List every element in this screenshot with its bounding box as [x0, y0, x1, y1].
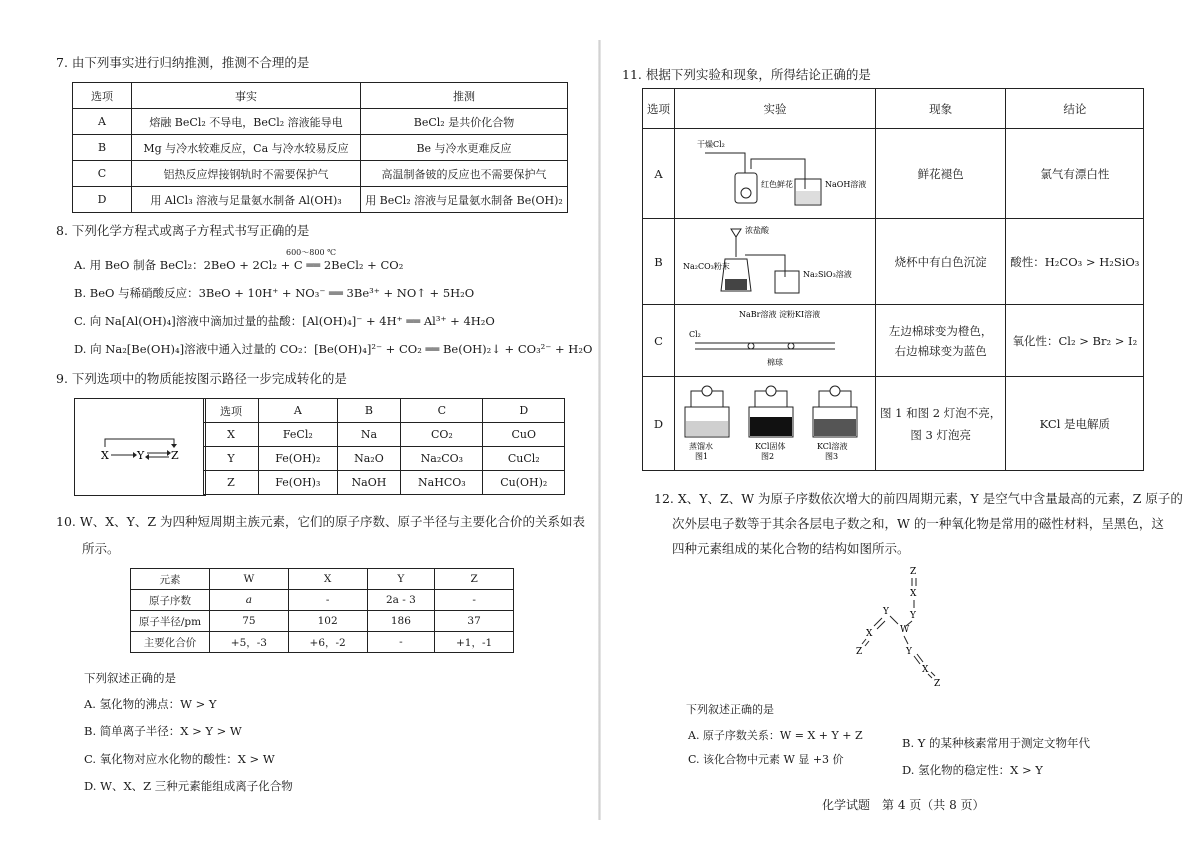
apparatus-label: 红色鲜花 [761, 180, 793, 189]
apparatus-label: 蒸馏水 [689, 442, 713, 451]
atom-y: Y [883, 607, 889, 617]
q11-apparatus-d [675, 377, 876, 471]
q11-stem: 11. 根据下列实验和现象，所得结论正确的是 [622, 67, 871, 82]
q7-table [72, 82, 568, 213]
circuit-3 [813, 386, 857, 437]
q8-option-d: D. 向 Na₂[Be(OH)₄]溶液中通入过量的 CO₂：[Be(OH)₄]²⁻ + CO₂ ══ Be(OH)₂↓ + CO₃²⁻ + H₂O [74, 342, 593, 356]
q10-header: W [210, 569, 289, 590]
q7-header: 推测 [361, 83, 568, 109]
apparatus-label: NaBr溶液 [739, 310, 777, 319]
apparatus-label: Cl₂ [689, 330, 701, 339]
apparatus-label: 干燥Cl₂ [697, 140, 725, 149]
apparatus-c-diagram [675, 305, 875, 373]
table-row [204, 471, 565, 495]
circuit-1 [685, 386, 729, 437]
q9-cell: NaOH [337, 471, 401, 495]
q8-reaction-condition: 600～800 ℃ [286, 248, 337, 257]
q12-option-c: C. 该化合物中元素 W 显 +3 价 [688, 753, 844, 766]
bond-icon [931, 672, 935, 676]
q9-arrow-diagram [75, 399, 205, 495]
right-page [600, 0, 1200, 849]
bond-icon [904, 636, 908, 644]
table-row [204, 447, 565, 471]
table-row [643, 129, 1144, 219]
q11-table [642, 88, 1144, 471]
cotton-ball-icon [788, 343, 794, 349]
q11-phenomenon-line: 左边棉球变为橙色， [888, 323, 993, 338]
atom-z: Z [934, 679, 941, 688]
table-row [73, 161, 568, 187]
q7-cell: A [73, 109, 132, 135]
q11-phenomenon [876, 305, 1006, 377]
q11-option: A [643, 129, 675, 219]
q11-option: B [643, 219, 675, 305]
q9-table [203, 398, 565, 495]
q9-cell: NaHCO₃ [401, 471, 483, 495]
q11-apparatus-b [675, 219, 876, 305]
apparatus-label: 图3 [825, 452, 839, 461]
q10-cell: - [288, 590, 367, 611]
bond-icon [890, 616, 898, 624]
q7-cell: Mg 与冷水较难反应，Ca 与冷水较易反应 [132, 135, 361, 161]
q11-conclusion: 氯气有漂白性 [1006, 129, 1144, 219]
q10-cell: - [367, 632, 435, 653]
q11-header: 结论 [1006, 89, 1144, 129]
q10-option-d: D. W、X、Z 三种元素能组成离子化合物 [84, 779, 293, 793]
q9-cell: CuO [483, 423, 565, 447]
q10-header: Y [367, 569, 435, 590]
q9-node-x: X [101, 449, 109, 462]
q9-header: B [337, 399, 401, 423]
apparatus-b-diagram [675, 219, 875, 301]
bulb-icon [830, 386, 840, 396]
table-row [643, 219, 1144, 305]
q10-stem-line1: 10. W、X、Y、Z 为四种短周期主族元素，它们的原子序数、原子半径与主要化合价的关系如表 [56, 514, 586, 529]
atom-y: Y [910, 611, 916, 621]
bulb-icon [702, 386, 712, 396]
q9-node-z: Z [171, 449, 179, 462]
table-row [73, 135, 568, 161]
q11-phenomenon-line: 图 1 和图 2 灯泡不亮， [880, 405, 1002, 420]
bond-icon [862, 639, 866, 644]
q10-header: 元素 [131, 569, 210, 590]
q7-cell: 熔融 BeCl₂ 不导电，BeCl₂ 溶液能导电 [132, 109, 361, 135]
q9-cell: Y [204, 447, 259, 471]
q10-cell: 186 [367, 611, 435, 632]
q10-cell: +6，-2 [288, 632, 367, 653]
apparatus-label: 浓盐酸 [745, 226, 769, 235]
table-row [131, 611, 514, 632]
bond-icon [928, 674, 932, 678]
q10-sub: 下列叙述正确的是 [84, 671, 176, 685]
apparatus-label: KCl固体 [755, 442, 786, 451]
table-row [131, 632, 514, 653]
q12-option-a: A. 原子序数关系：W = X + Y + Z [688, 729, 863, 742]
q9-cell: X [204, 423, 259, 447]
q9-node-y: Y [137, 449, 145, 462]
bond-icon [865, 641, 869, 646]
solution-icon [796, 191, 820, 204]
q11-conclusion: KCl 是电解质 [1006, 377, 1144, 471]
q10-header: X [288, 569, 367, 590]
table-row [204, 423, 565, 447]
table-row [643, 305, 1144, 377]
q11-apparatus-c [675, 305, 876, 377]
q9-cell: Na₂CO₃ [401, 447, 483, 471]
q11-phenomenon [876, 377, 1006, 471]
q9-cell: Na [337, 423, 401, 447]
q7-header: 事实 [132, 83, 361, 109]
arrowhead-icon [171, 444, 177, 448]
q7-cell: 铝热反应焊接钢轨时不需要保护气 [132, 161, 361, 187]
q11-option: C [643, 305, 675, 377]
q11-header: 实验 [675, 89, 876, 129]
atom-x: X [910, 589, 917, 599]
apparatus-label: Na₂CO₃粉末 [683, 262, 730, 271]
atom-y: Y [906, 647, 912, 657]
q7-cell: 高温制备铍的反应也不需要保护气 [361, 161, 568, 187]
circuit-2 [749, 386, 793, 437]
table-row [73, 109, 568, 135]
solid-icon [750, 417, 792, 436]
q10-cell: - [435, 590, 514, 611]
q11-apparatus-a [675, 129, 876, 219]
q9-cell: CuCl₂ [483, 447, 565, 471]
table-row [73, 187, 568, 213]
apparatus-label: 淀粉KI溶液 [779, 310, 821, 319]
q12-sub: 下列叙述正确的是 [686, 703, 774, 716]
solution-icon [686, 421, 728, 436]
table-row [131, 590, 514, 611]
powder-icon [725, 279, 747, 290]
q9-cell: Fe(OH)₂ [259, 447, 338, 471]
q9-cell: CO₂ [401, 423, 483, 447]
q12-stem-line2: 次外层电子数等于其余各层电子数之和，W 的一种氧化物是常用的磁性材料，呈黑色，这 [672, 516, 1164, 531]
table-row [643, 377, 1144, 471]
q9-cell: Z [204, 471, 259, 495]
q10-option-c: C. 氧化物对应水化物的酸性：X > W [84, 752, 275, 766]
apparatus-label: 图2 [761, 452, 775, 461]
q11-phenomenon: 烧杯中有白色沉淀 [876, 219, 1006, 305]
q7-cell: Be 与冷水更难反应 [361, 135, 568, 161]
apparatus-label: Na₂SiO₃溶液 [803, 270, 852, 279]
q9-header: 选项 [204, 399, 259, 423]
q8-stem: 8. 下列化学方程式或离子方程式书写正确的是 [56, 223, 310, 238]
beaker-icon [775, 271, 799, 293]
q7-cell: C [73, 161, 132, 187]
q9-cell: Fe(OH)₃ [259, 471, 338, 495]
flower-icon [741, 188, 751, 198]
q8-option-c: C. 向 Na[Al(OH)₄]溶液中滴加过量的盐酸：[Al(OH)₄]⁻ + 4H⁺ ══ Al³⁺ + 4H₂O [74, 314, 495, 328]
q7-header: 选项 [73, 83, 132, 109]
apparatus-label: 棉球 [767, 358, 783, 367]
tube-icon [705, 153, 745, 173]
q9-header: C [401, 399, 483, 423]
q10-option-a: A. 氢化物的沸点：W > Y [84, 697, 217, 711]
q10-cell: 主要化合价 [131, 632, 210, 653]
q9-header: A [259, 399, 338, 423]
page-footer: 化学试题 第 4 页（共 8 页） [822, 798, 985, 812]
q12-stem-line3: 四种元素组成的某化合物的结构如图所示。 [672, 541, 910, 556]
q10-cell: 102 [288, 611, 367, 632]
q11-conclusion: 氧化性：Cl₂ > Br₂ > I₂ [1006, 305, 1144, 377]
q7-stem: 7. 由下列事实进行归纳推测，推测不合理的是 [56, 55, 310, 70]
tube-icon [745, 255, 785, 277]
q10-cell: 2a - 3 [367, 590, 435, 611]
q11-phenomenon: 鲜花褪色 [876, 129, 1006, 219]
apparatus-a-diagram [675, 129, 875, 215]
apparatus-label: NaOH溶液 [825, 180, 867, 189]
apparatus-d-diagram [675, 377, 875, 467]
q7-cell: BeCl₂ 是共价化合物 [361, 109, 568, 135]
q7-cell: 用 BeCl₂ 溶液与足量氨水制备 Be(OH)₂ [361, 187, 568, 213]
q9-header: D [483, 399, 565, 423]
q10-cell: 37 [435, 611, 514, 632]
q10-stem-line2: 所示。 [82, 541, 120, 556]
q11-phenomenon-line: 图 3 灯泡亮 [910, 427, 971, 442]
q7-cell: D [73, 187, 132, 213]
q11-header: 选项 [643, 89, 675, 129]
apparatus-label: 图1 [695, 452, 709, 461]
q10-table [130, 568, 514, 653]
atom-x: X [866, 629, 873, 639]
q12-structure-diagram [850, 566, 950, 688]
q8-option-a: A. 用 BeO 制备 BeCl₂：2BeO + 2Cl₂ + C ══ 2BeCl₂ + CO₂ [74, 258, 404, 272]
q10-cell: +1，-1 [435, 632, 514, 653]
q9-cell: Cu(OH)₂ [483, 471, 565, 495]
funnel-icon [731, 229, 741, 237]
q12-option-b: B. Y 的某种核素常用于测定文物年代 [902, 736, 1091, 750]
q10-option-b: B. 简单离子半径：X > Y > W [84, 724, 242, 738]
q7-cell: B [73, 135, 132, 161]
bulb-icon [766, 386, 776, 396]
arrowhead-icon [145, 454, 149, 460]
q10-cell: 75 [210, 611, 289, 632]
q10-cell: 原子序数 [131, 590, 210, 611]
q10-header: Z [435, 569, 514, 590]
q11-option: D [643, 377, 675, 471]
q11-conclusion: 酸性：H₂CO₃ > H₂SiO₃ [1006, 219, 1144, 305]
solution-icon [814, 419, 856, 436]
q10-cell: 原子半径/pm [131, 611, 210, 632]
q12-option-d: D. 氢化物的稳定性：X > Y [902, 763, 1043, 777]
q9-cell: FeCl₂ [259, 423, 338, 447]
apparatus-label: KCl溶液 [817, 442, 848, 451]
atom-w: W [900, 625, 910, 635]
q10-cell: a [210, 590, 289, 611]
q9-stem: 9. 下列选项中的物质能按图示路径一步完成转化的是 [56, 371, 347, 386]
atom-x: X [922, 665, 929, 675]
q9-cell: Na₂O [337, 447, 401, 471]
q11-header: 现象 [876, 89, 1006, 129]
q11-phenomenon-line: 右边棉球变为蓝色 [894, 343, 987, 358]
cotton-ball-icon [748, 343, 754, 349]
structure-svg [850, 566, 950, 688]
q8-option-b: B. BeO 与稀硝酸反应：3BeO + 10H⁺ + NO₃⁻ ══ 3Be³⁺ + NO↑ + 5H₂O [74, 286, 475, 300]
q7-cell: 用 AlCl₃ 溶液与足量氨水制备 Al(OH)₃ [132, 187, 361, 213]
atom-z: Z [856, 647, 863, 657]
q10-cell: +5，-3 [210, 632, 289, 653]
q12-stem-line1: 12. X、Y、Z、W 为原子序数依次增大的前四周期元素，Y 是空气中含量最高的元素，Z 原子的 [654, 491, 1183, 506]
q9-path-diagram [74, 398, 206, 496]
atom-z: Z [910, 567, 917, 577]
arrow-icon [105, 439, 174, 447]
